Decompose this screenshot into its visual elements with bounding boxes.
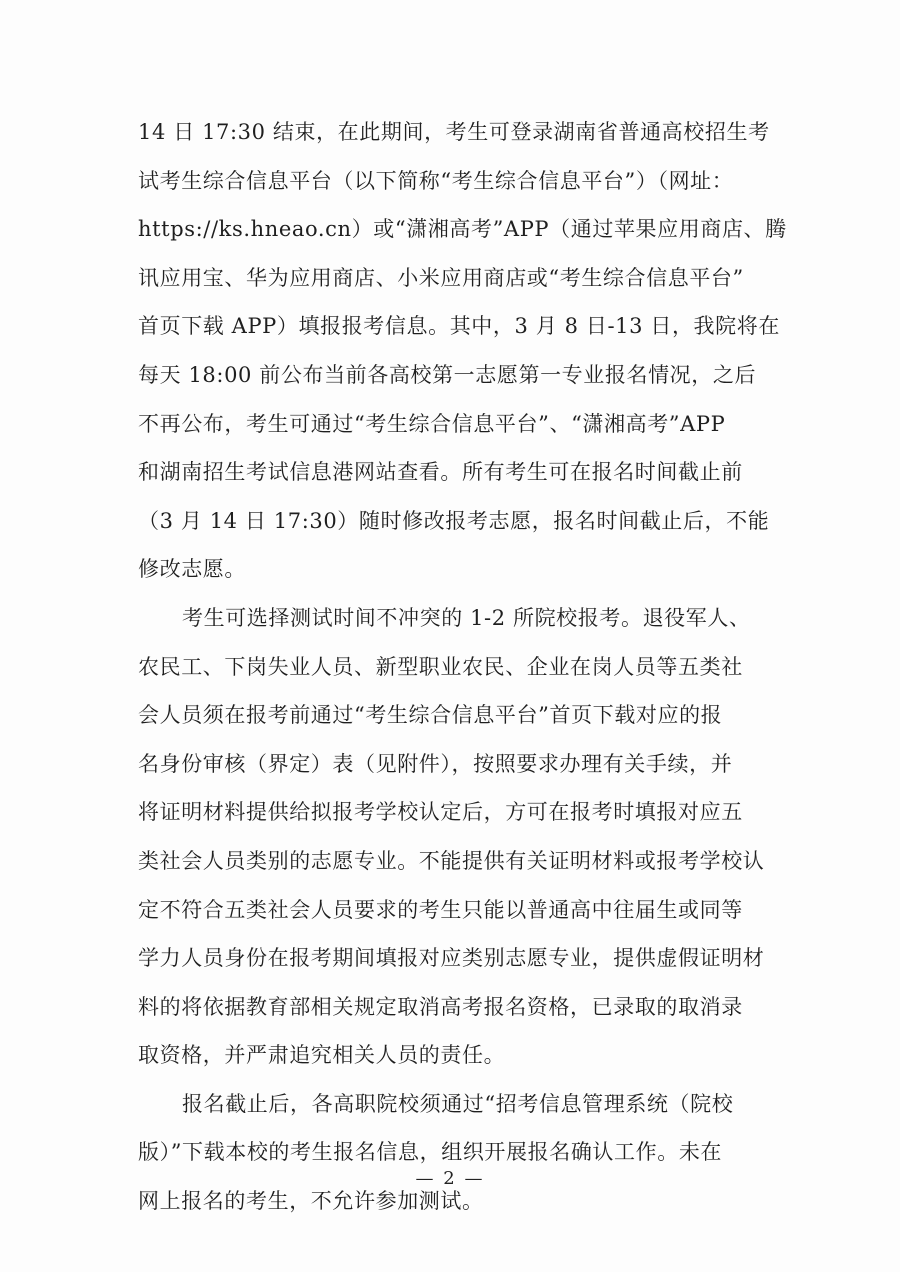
page-number: — 2 —	[415, 1168, 485, 1189]
paragraph-1-line-5: 首页下载 APP）填报报考信息。其中，3 月 8 日-13 日，我院将在	[138, 314, 780, 339]
document-body	[138, 108, 808, 1226]
paragraph-2-line-1: 考生可选择测试时间不冲突的 1-2 所院校报考。退役军人、	[182, 605, 751, 630]
paragraph-1-line-7: 不再公布，考生可通过“考生综合信息平台”、“潇湘高考”APP	[138, 411, 726, 436]
paragraph-1-line-10: 修改志愿。	[138, 557, 246, 582]
paragraph-2-line-9: 料的将依据教育部相关规定取消高考报名资格，已录取的取消录	[138, 994, 743, 1019]
paragraph-2-line-4: 名身份审核（界定）表（见附件），按照要求办理有关手续，并	[138, 751, 733, 776]
paragraph-2-line-8: 学力人员身份在报考期间填报对应类别志愿专业，提供虚假证明材	[138, 946, 765, 971]
paragraph-1-line-6: 每天 18:00 前公布当前各高校第一志愿第一专业报名情况，之后	[138, 362, 757, 387]
paragraph-3-line-2: 版）”下载本校的考生报名信息，组织开展报名确认工作。未在	[138, 1140, 723, 1165]
paragraph-2-line-10: 取资格，并严肃追究相关人员的责任。	[138, 1043, 506, 1068]
paragraph-2-line-6: 类社会人员类别的志愿专业。不能提供有关证明材料或报考学校认	[138, 848, 765, 873]
paragraph-1-line-4: 讯应用宝、华为应用商店、小米应用商店或“考生综合信息平台”	[138, 265, 744, 290]
paragraph-2-line-5: 将证明材料提供给拟报考学校认定后，方可在报考时填报对应五	[138, 800, 743, 825]
paragraph-1-line-8: 和湖南招生考试信息港网站查看。所有考生可在报名时间截止前	[138, 460, 743, 485]
paragraph-2-line-7: 定不符合五类社会人员要求的考生只能以普通高中往届生或同等	[138, 897, 743, 922]
paragraph-1-line-3: https://ks.hneao.cn）或“潇湘高考”APP（通过苹果应用商店、腾	[138, 217, 787, 242]
paragraph-1-line-1: 14 日 17:30 结束，在此期间，考生可登录湖南省普通高校招生考	[138, 120, 770, 144]
paragraph-2-line-2: 农民工、下岗失业人员、新型职业农民、企业在岗人员等五类社	[138, 654, 743, 679]
paragraph-1-line-9: （3 月 14 日 17:30）随时修改报考志愿，报名时间截止后，不能	[138, 508, 770, 533]
paragraph-1-line-2: 试考生综合信息平台（以下简称“考生综合信息平台”）（网址：	[138, 168, 734, 193]
paragraph-3-line-1: 报名截止后，各高职院校须通过“招考信息管理系统（院校	[182, 1091, 734, 1116]
paragraph-2-line-3: 会人员须在报考前通过“考生综合信息平台”首页下载对应的报	[138, 703, 723, 728]
paragraph-3-line-3: 网上报名的考生，不允许参加测试。	[138, 1189, 484, 1214]
